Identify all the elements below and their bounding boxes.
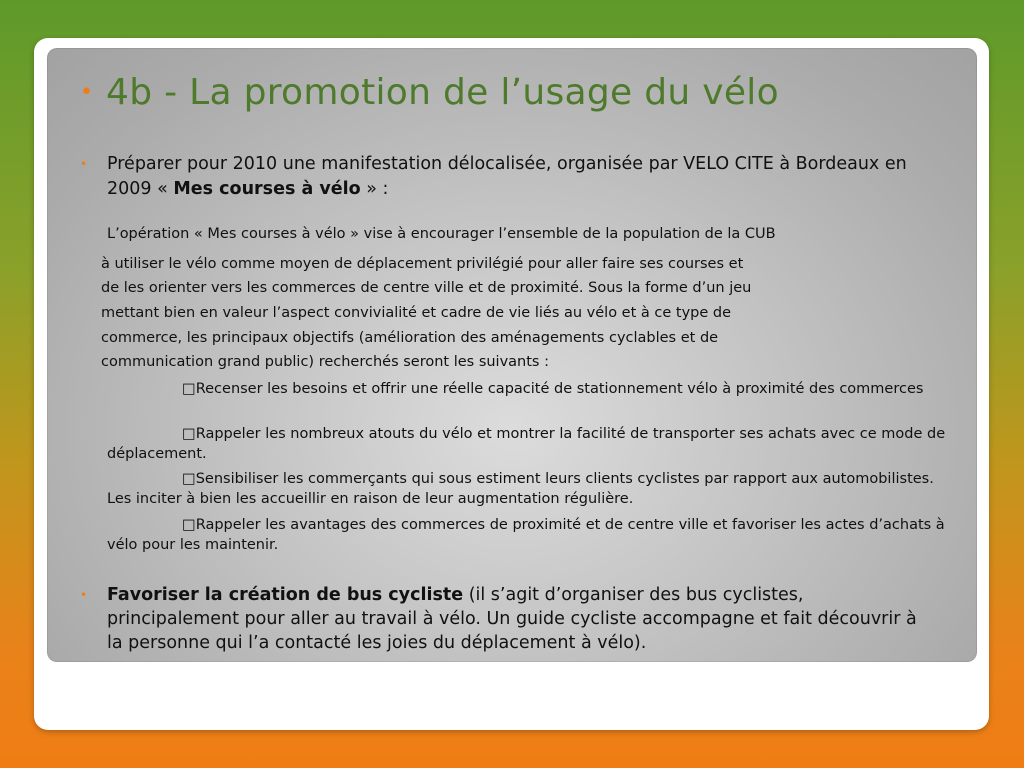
title-row bbox=[80, 72, 779, 113]
bullet-2-text bbox=[107, 583, 937, 655]
bullet-2-bold: Favoriser la création de bus cycliste bbox=[107, 585, 464, 605]
objective-text: □Recenser les besoins et offrir une réelle capacité de stationnement vélo à proximité des commerces bbox=[182, 381, 924, 397]
operation-line-2: à utiliser le vélo comme moyen de déplacement privilégié pour aller faire ses courses et bbox=[101, 256, 744, 272]
title-bullet-icon: • bbox=[80, 79, 93, 105]
bullet-1-bold: Mes courses à vélo bbox=[173, 179, 361, 199]
operation-line-3: de les orienter vers les commerces de centre ville et de proximité. Sous la forme d’un jeu bbox=[101, 280, 752, 296]
objective-item bbox=[107, 379, 957, 399]
objective-text: □Rappeler les avantages des commerces de proximité et de centre ville et favoriser les actes d’achats à vélo pour les maintenir. bbox=[107, 517, 945, 553]
operation-line-5: commerce, les principaux objectifs (amélioration des aménagements cyclables et de bbox=[101, 330, 719, 346]
bullet-1-lead: Préparer pour 2010 une manifestation délocalisée, organisée par VELO CITE à Bordeaux en 2009 « bbox=[107, 154, 907, 199]
objective-text: □Rappeler les nombreux atouts du vélo et montrer la facilité de transporter ses achats avec ce mode de déplacement. bbox=[107, 426, 946, 462]
bullet-icon: • bbox=[80, 588, 88, 602]
objective-item bbox=[107, 424, 957, 464]
slide-title: 4b - La promotion de l’usage du vélo bbox=[106, 72, 779, 113]
objective-item bbox=[107, 469, 957, 509]
bullet-2-tail: (il s’agit d’organiser des bus cyclistes, principalement pour aller au travail à vélo. Un guide cycliste accompagne et fait découvrir à la personne qui l’a contacté les joies du déplacement à vélo). bbox=[107, 585, 917, 653]
objective-text: □Sensibiliser les commerçants qui sous estiment leurs clients cyclistes par rapport aux automobilistes. Les inciter à bien les accueillir en raison de leur augmentation régulière. bbox=[107, 471, 934, 507]
bullet-icon: • bbox=[80, 157, 88, 171]
bullet-1-text bbox=[107, 152, 937, 202]
operation-line-6: communication grand public) recherchés seront les suivants : bbox=[101, 354, 549, 370]
objective-item bbox=[107, 515, 957, 555]
bullet-1-tail: » : bbox=[360, 179, 389, 199]
operation-line-4: mettant bien en valeur l’aspect convivialité et cadre de vie liés au vélo et à ce type de bbox=[101, 305, 732, 321]
operation-line-1: L’opération « Mes courses à vélo » vise à encourager l’ensemble de la population de la CUB bbox=[107, 226, 776, 242]
